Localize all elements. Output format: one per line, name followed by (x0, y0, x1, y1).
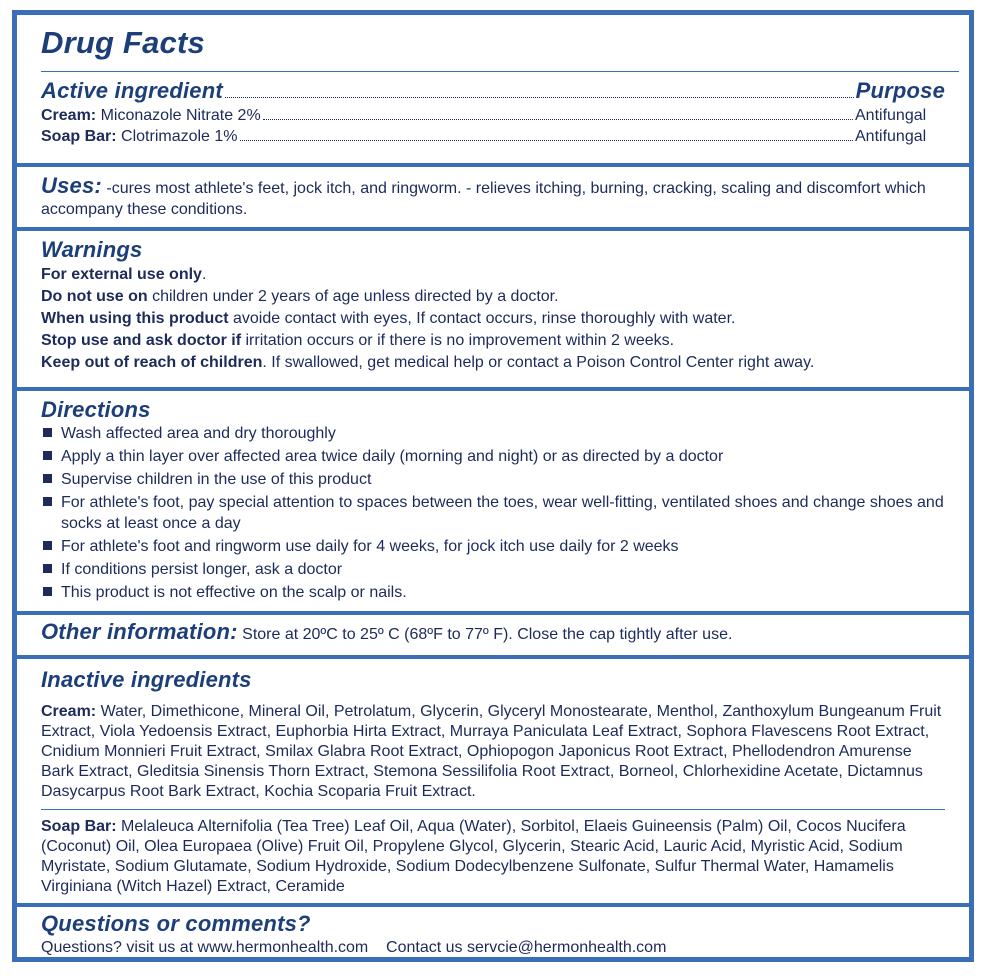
active-text: Miconazole Nitrate 2% (100, 107, 261, 124)
questions-heading: Questions or comments? (41, 911, 311, 936)
uses-paragraph (41, 175, 945, 220)
warning-line (41, 352, 945, 373)
active-row-soap (41, 126, 945, 147)
bullet-square-icon (43, 587, 52, 596)
uses-heading: Uses: (41, 173, 102, 198)
other-heading: Other information: (41, 619, 238, 644)
warning-text: children under 2 years of age unless directed by a doctor. (147, 288, 559, 305)
purpose-heading: Purpose (855, 78, 945, 103)
direction-text: Apply a thin layer over affected area twice daily (morning and night) or as directed by a doctor (61, 448, 724, 465)
inactive-soap-label: Soap Bar: (41, 818, 117, 835)
leader-dots (225, 96, 854, 98)
direction-text: Wash affected area and dry thoroughly (61, 425, 336, 442)
warnings-heading: Warnings (41, 237, 143, 262)
active-text: Clotrimazole 1% (121, 128, 238, 145)
active-row-cream (41, 105, 945, 126)
inactive-soap (41, 817, 945, 897)
inactive-divider (41, 809, 945, 810)
direction-text: For athlete's foot, pay special attention to spaces between the toes, wear well-fitting, ventilated shoes and change shoes and socks at least once a day (61, 494, 944, 532)
warning-bold: Do not use on (41, 288, 148, 305)
active-heading: Active ingredient (41, 78, 223, 103)
active-label: Cream: (41, 107, 97, 124)
warning-line (41, 286, 945, 307)
other-paragraph (41, 621, 945, 645)
section-divider (17, 655, 969, 659)
direction-text: If conditions persist longer, ask a doctor (61, 561, 343, 578)
warning-line (41, 264, 945, 285)
section-divider (17, 227, 969, 231)
inactive-ingredients-section (17, 667, 969, 802)
other-information-section (17, 621, 969, 645)
section-divider (17, 903, 969, 907)
directions-heading: Directions (41, 397, 151, 422)
list-item (41, 469, 945, 490)
directions-list (41, 423, 945, 603)
list-item (41, 582, 945, 603)
bullet-square-icon (43, 541, 52, 550)
active-purpose: Antifungal (855, 107, 927, 124)
inactive-soap-section (17, 817, 969, 897)
inactive-heading: Inactive ingredients (41, 667, 252, 692)
list-item (41, 536, 945, 557)
list-item (41, 559, 945, 580)
list-item (41, 492, 945, 534)
title-section (17, 23, 969, 63)
warning-text: . (201, 266, 207, 283)
warning-text: . If swallowed, get medical help or contact a Poison Control Center right away. (262, 354, 815, 371)
leader-dots (240, 139, 853, 141)
section-divider (17, 611, 969, 615)
active-header-row (41, 77, 945, 105)
uses-section (17, 175, 969, 220)
direction-text: For athlete's foot and ringworm use daily for 4 weeks, for jock itch use daily for 2 weeks (61, 538, 679, 555)
uses-text: -cures most athlete's feet, jock itch, and ringworm. - relieves itching, burning, cracking, scaling and discomfort which accompany these conditions. (41, 180, 926, 218)
warning-text: avoide contact with eyes, If contact occurs, rinse thoroughly with water. (228, 310, 736, 327)
warning-text: irritation occurs or if there is no improvement within 2 weeks. (241, 332, 675, 349)
warnings-section (17, 237, 969, 373)
inactive-cream (41, 702, 945, 802)
active-ingredient-section (17, 77, 969, 147)
warning-line (41, 330, 945, 351)
leader-dots (263, 118, 853, 120)
directions-section (17, 397, 969, 605)
inactive-soap-text: Melaleuca Alternifolia (Tea Tree) Leaf Oil, Aqua (Water), Sorbitol, Elaeis Guineensis (Palm) Oil, Cocos Nucifera (Coconut) Oil, Olea Europaea (Olive) Fruit Oil, Propylene Glycol, Glycerin, Stearic Acid, Lauric Acid, Myristic Acid, Sodium Myristate, Sodium Glutamate, Sodium Hydroxide, Sodium Dodecylbenzene Sulfonate, Sulfur Thermal Water, Hamamelis Virginiana (Witch Hazel) Extract, Ceramide (41, 818, 906, 895)
warning-bold: Keep out of reach of children (41, 354, 263, 371)
section-divider (17, 387, 969, 391)
bullet-square-icon (43, 564, 52, 573)
inactive-cream-text: Water, Dimethicone, Mineral Oil, Petrolatum, Glycerin, Glyceryl Monostearate, Menthol, Zanthoxylum Bungeanum Fruit Extract, Viola Yedoensis Extract, Euphorbia Hirta Extract, Murraya Paniculata Leaf Extract, Sophora Flavescens Root Extract, Cnidium Monnieri Fruit Extract, Smilax Glabra Root Extract, Ophiopogon Japonicus Root Extract, Phellodendron Amurense Bark Extract, Gleditsia Sinensis Thorn Extract, Stemona Sessilifolia Root Extract, Borneol, Chlorhexidine Acetate, Dictamnus Dasycarpus Root Bark Extract, Kochia Scoparia Fruit Extract. (41, 703, 942, 800)
other-text: Store at 20ºC to 25º C (68ºF to 77º F). Close the cap tightly after use. (237, 626, 733, 643)
section-divider (17, 163, 969, 167)
inactive-cream-label: Cream: (41, 703, 97, 720)
direction-text: Supervise children in the use of this product (61, 471, 372, 488)
warning-bold: Stop use and ask doctor if (41, 332, 242, 349)
drug-facts-panel (12, 10, 974, 962)
bullet-square-icon (43, 474, 52, 483)
page-title: Drug Facts (41, 25, 205, 60)
bullet-square-icon (43, 451, 52, 460)
list-item (41, 423, 945, 444)
active-purpose: Antifungal (855, 128, 927, 145)
warning-bold: For external use only (41, 266, 202, 283)
questions-section (17, 911, 969, 958)
questions-text: Questions? visit us at www.hermonhealth.com Contact us servcie@hermonhealth.com (41, 939, 667, 956)
bullet-square-icon (43, 428, 52, 437)
active-label: Soap Bar: (41, 128, 117, 145)
warning-line (41, 308, 945, 329)
bullet-square-icon (43, 497, 52, 506)
list-item (41, 446, 945, 467)
warning-bold: When using this product (41, 310, 229, 327)
title-divider (41, 71, 959, 72)
direction-text: This product is not effective on the scalp or nails. (61, 584, 407, 601)
